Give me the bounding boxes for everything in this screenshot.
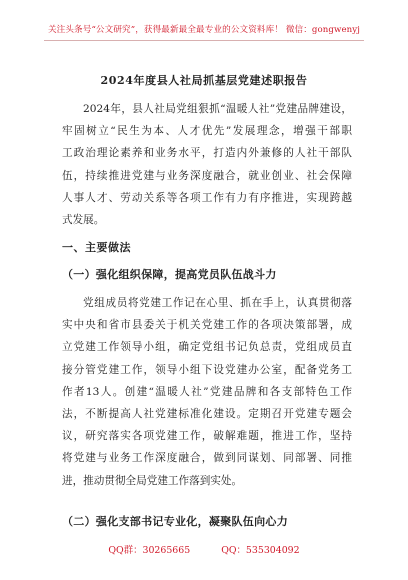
body-line: 法，不断提高人社党建标准化建设。定期召开党建专题会 bbox=[62, 408, 352, 421]
footer-contact bbox=[0, 542, 408, 556]
body-line: 进，推动贯彻全局党建工作落到实处。 bbox=[62, 474, 243, 487]
header-divider bbox=[44, 40, 364, 41]
intro-line: 工政治理论素养和业务水平，打造内外兼修的人社干部队 bbox=[62, 147, 352, 160]
subsection-paragraph bbox=[62, 292, 352, 492]
body-line: 党组成员将党建工作记在心里、抓在手上，认真贯彻落 bbox=[83, 297, 352, 309]
intro-line: 牢固树立“民生为本、人才优先”发展理念，增强干部职 bbox=[62, 125, 352, 138]
body-line: 议，研究落实各项党建工作，破解难题，推进工作，坚持 bbox=[62, 430, 352, 443]
body-line: 接分管党建工作，领导小组下设党建办公室，配备党务工 bbox=[62, 363, 352, 376]
body-line: 将党建与业务工作深度融合，做到同谋划、同部署、同推 bbox=[62, 452, 352, 465]
intro-line: 2024年，县人社局党组狠抓“温暖人社”党建品牌建设， bbox=[83, 103, 352, 115]
footer-qq-group: QQ群：30265665 bbox=[108, 545, 191, 556]
intro-paragraph bbox=[62, 98, 352, 231]
subsection-heading: （二）强化支部书记专业化，凝聚队伍向心力 bbox=[62, 515, 288, 528]
intro-line: 伍，持续推进党建与业务深度融合，就业创业、社会保障 bbox=[62, 169, 352, 182]
footer-qq: QQ：535304092 bbox=[221, 545, 300, 556]
document-title: 2024年度县人社局抓基层党建述职报告 bbox=[100, 74, 308, 87]
subsection-heading: （一）强化组织保障，提高党员队伍战斗力 bbox=[62, 268, 277, 281]
body-line: 立党建工作领导小组，确定党组书记负总责，党组成员直 bbox=[62, 341, 352, 354]
body-line: 作者13人。创建“温暖人社”党建品牌和各支部特色工作 bbox=[62, 385, 352, 398]
section-heading: 一、主要做法 bbox=[62, 241, 131, 254]
body-line: 实中央和省市县委关于机关党建工作的各项决策部署，成 bbox=[62, 319, 352, 332]
intro-line: 人事人才、劳动关系等各项工作有力有序推进，实现跨越 bbox=[62, 191, 352, 204]
intro-line: 式发展。 bbox=[62, 214, 105, 227]
header-banner: 关注头条号“公文研究”，获得最新最全最专业的公文资料库！ 微信：gongwenyj bbox=[47, 25, 361, 35]
